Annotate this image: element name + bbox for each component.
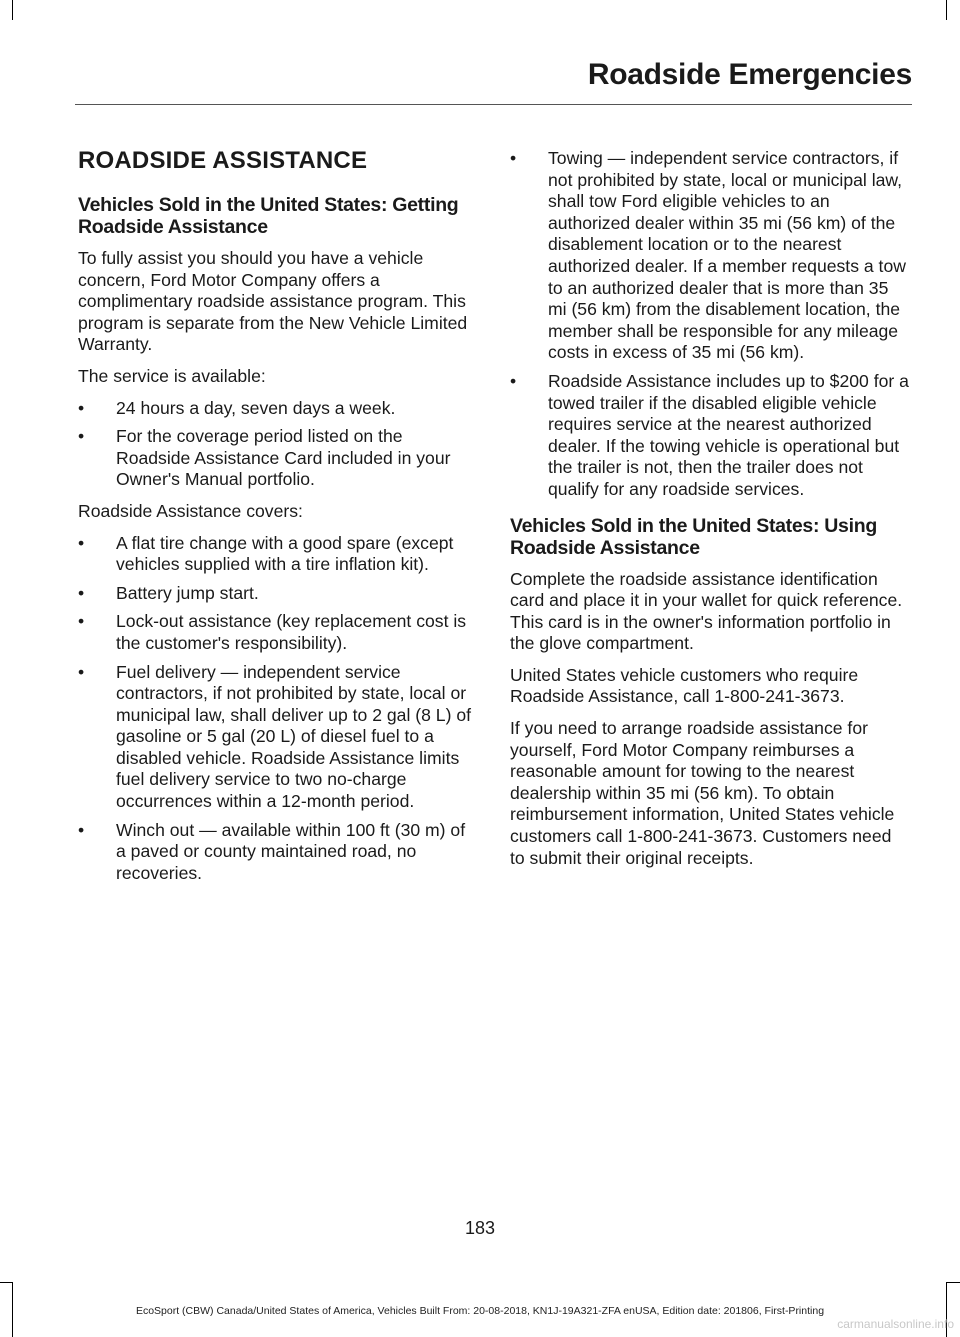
left-column (78, 146, 478, 894)
header-divider (75, 104, 912, 105)
crop-mark-top-right (946, 0, 947, 20)
list-item: • For the coverage period listed on the Roadside Assistance Card included in your Owner's Manual portfolio. (78, 426, 478, 491)
subheading-using-assistance: Vehicles Sold in the United States: Using Roadside Assistance (510, 514, 877, 559)
list-item: • Winch out — available within 100 ft (30 m) of a paved or county maintained road, no recoveries. (78, 820, 478, 885)
paragraph: If you need to arrange roadside assistance for yourself, Ford Motor Company reimburses a reasonable amount for towing to the nearest dealership within 35 mi (56 km). To obtain reimbursement information, United States vehicle customers call 1-800-241-3673. Customers need to submit their original receipts. (510, 718, 895, 868)
paragraph: United States vehicle customers who require Roadside Assistance, call 1-800-241-3673. (510, 664, 859, 707)
list-item: • A flat tire change with a good spare (except vehicles supplied with a tire inflation kit). (78, 533, 478, 576)
list-item: • Battery jump start. (78, 583, 478, 605)
available-label: The service is available: (78, 365, 266, 386)
covers-label: Roadside Assistance covers: (78, 500, 303, 521)
watermark: carmanualsonline.info (837, 1317, 954, 1331)
section-heading: ROADSIDE ASSISTANCE (78, 147, 368, 174)
intro-paragraph: To fully assist you should you have a vehicle concern, Ford Motor Company offers a complimentary roadside assistance program. This program is separate from the New Vehicle Limited Warranty. (78, 248, 468, 355)
crop-mark-bottom-right-h (946, 1282, 960, 1283)
list-item: • Towing — independent service contractors, if not prohibited by state, local or municipal law, shall tow Ford eligible vehicles to an authorized dealer within 35 mi (56 km) of the disablement location or to the nearest authorized dealer. If a member requests a tow to an authorized dealer that is more than 35 mi (56 km) from the disablement location, the member shall be responsible for any mileage costs in excess of 35 mi (56 km). (510, 148, 910, 364)
crop-mark-top-left (12, 0, 13, 20)
subheading-getting-assistance: Vehicles Sold in the United States: Getting Roadside Assistance (78, 194, 459, 238)
covers-list (78, 533, 478, 885)
list-item: • 24 hours a day, seven days a week. (78, 398, 478, 420)
page-header-title: Roadside Emergencies (587, 58, 912, 91)
right-column (510, 148, 910, 879)
covers-list-continued (510, 148, 910, 501)
edition-note: EcoSport (CBW) Canada/United States of America, Vehicles Built From: 20-08-2018, KN1J-19A321-ZFA enUSA, Edition date: 201806, First-Printing (135, 1305, 825, 1317)
paragraph: Complete the roadside assistance identification card and place it in your wallet for quick reference. This card is in the owner's information portfolio in the glove compartment. (510, 568, 903, 654)
list-item: • Roadside Assistance includes up to $200 for a towed trailer if the disabled eligible vehicle requires service at the nearest authorized dealer. If the towing vehicle is operational but the trailer is not, then the trailer does not qualify for any roadside services. (510, 371, 910, 501)
list-item: • Lock-out assistance (key replacement cost is the customer's responsibility). (78, 611, 478, 654)
page-number: 183 (464, 1218, 496, 1238)
crop-mark-bottom-left-h (0, 1282, 12, 1283)
available-list (78, 398, 478, 491)
list-item: • Fuel delivery — independent service contractors, if not prohibited by state, local or municipal law, shall deliver up to 2 gal (8 L) of gasoline or 5 gal (20 L) of diesel fuel to a disabled vehicle. Roadside Assistance limits fuel delivery service to two no-charge occurrences within a 12-month period. (78, 662, 478, 813)
